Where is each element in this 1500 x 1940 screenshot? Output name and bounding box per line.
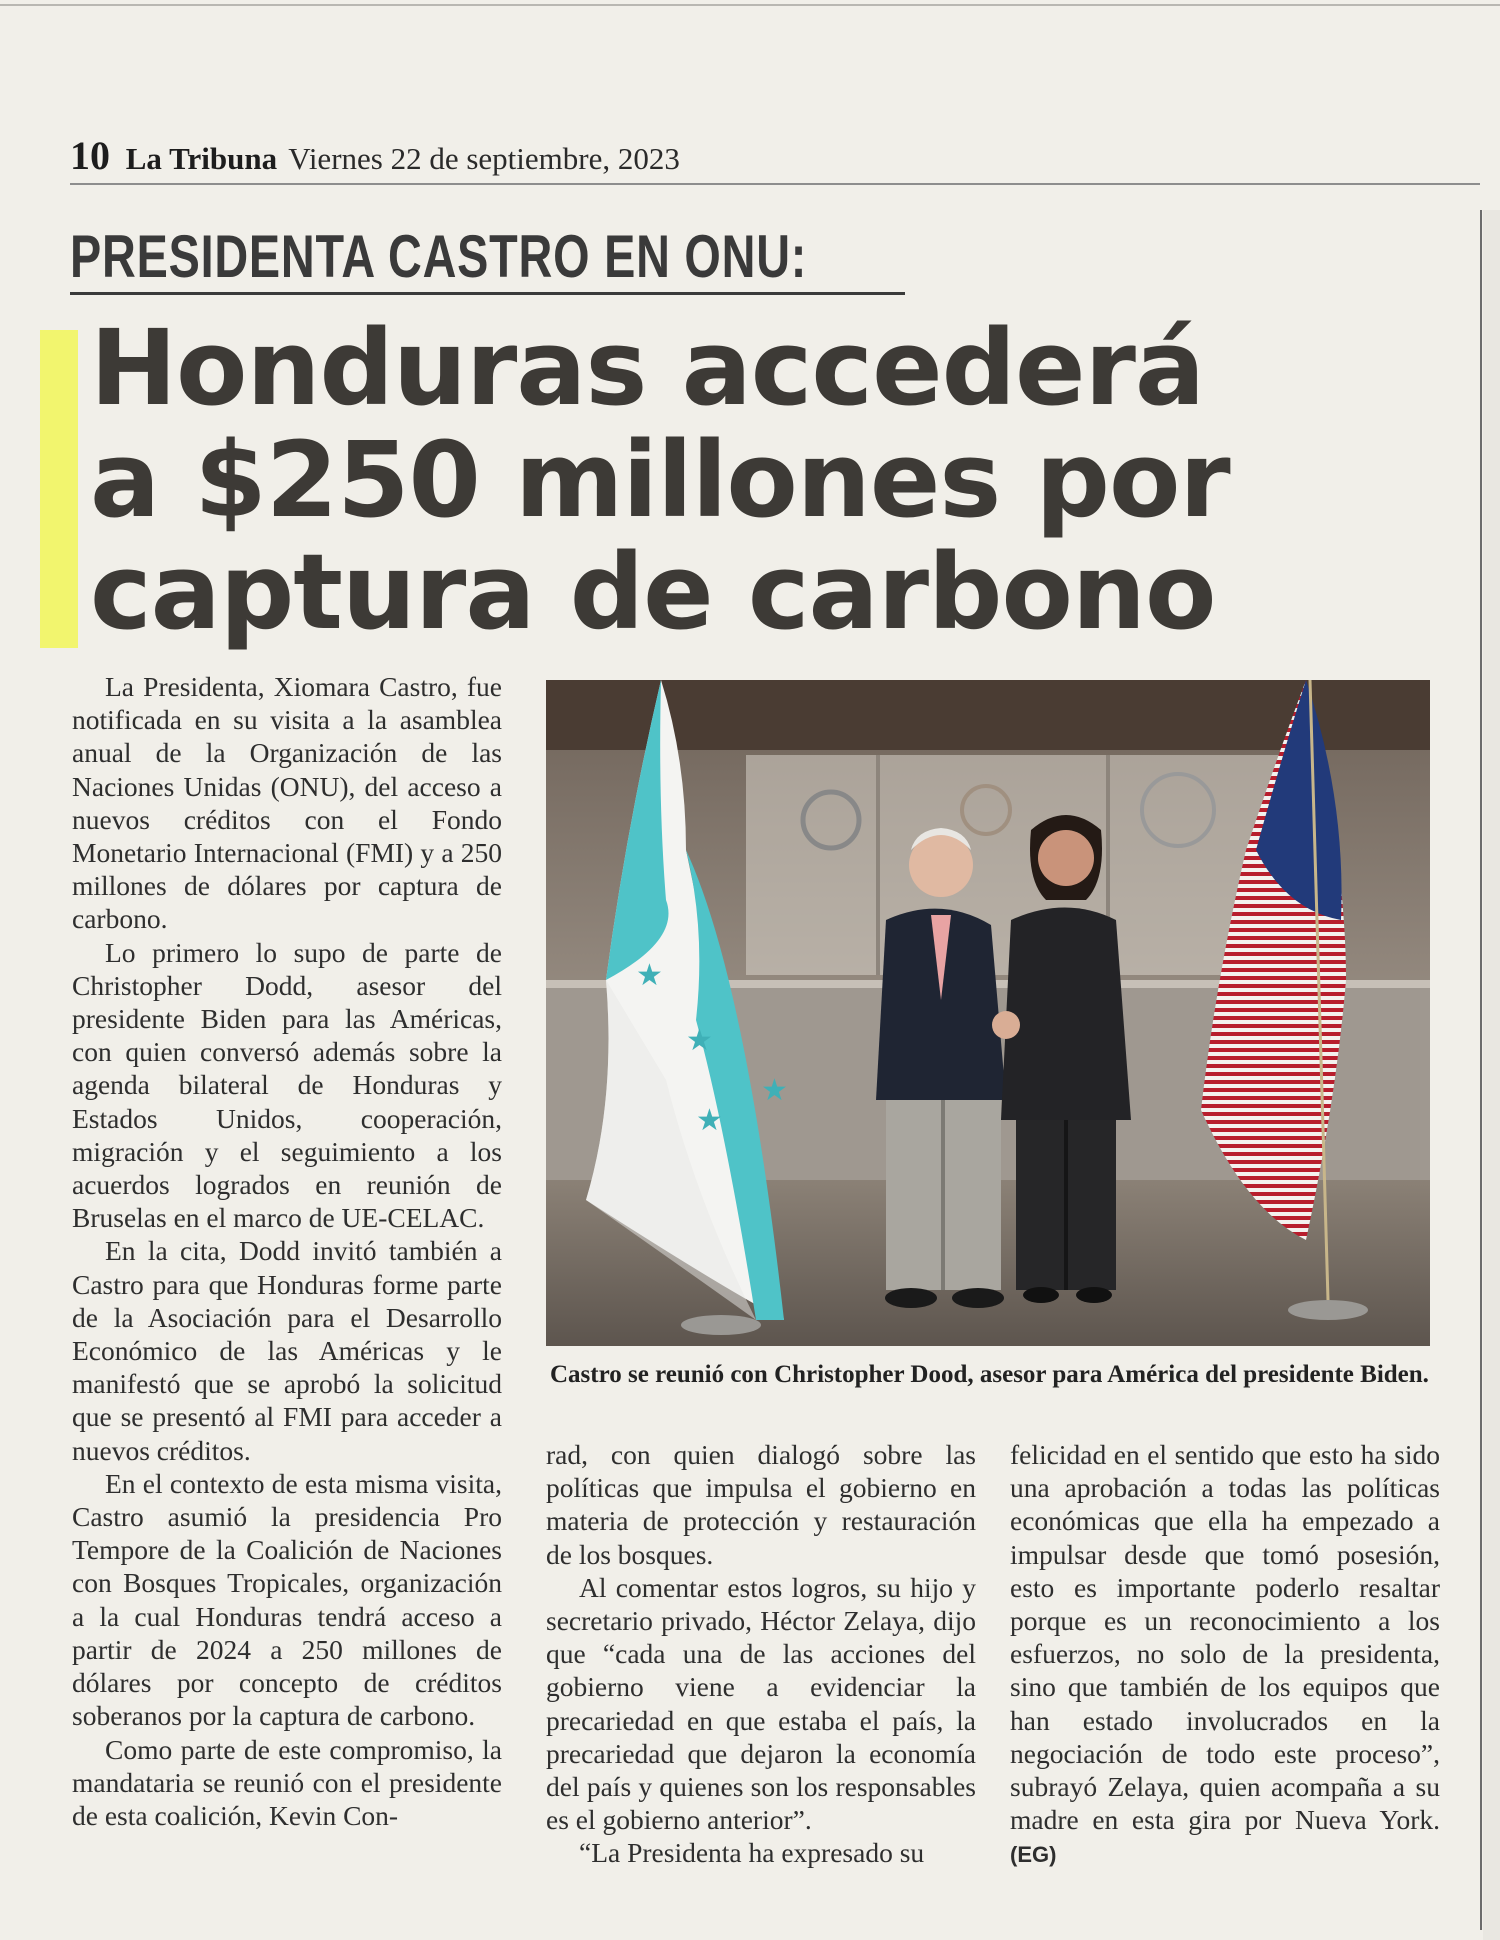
svg-text:★: ★	[696, 1103, 723, 1138]
paragraph	[1010, 1438, 1440, 1872]
article-photo	[546, 680, 1430, 1346]
paragraph-text: felicidad en el sentido que esto ha sido una aprobación a todas las políticas económicas que ella ha empezado a impulsar desde que tomó posesión, esto es importante poderlo resaltar porque es un reconocimiento a los esfuerzos, no solo de la presidenta, sino que también de los equipos que han estado involucrados en la negociación de todo este proceso”, subrayó Zelaya, quien acompaña a su madre en esta gira por Nueva York.	[1010, 1439, 1440, 1836]
issue-date: Viernes 22 de septiembre, 2023	[288, 141, 680, 176]
headline-line: a $250 millones por	[90, 419, 1230, 541]
svg-text:★: ★	[686, 1023, 713, 1058]
svg-text:★: ★	[636, 958, 663, 993]
scan-top-edge	[0, 4, 1500, 6]
paragraph: En el contexto de esta misma visita, Castro asumió la presidencia Pro Tempore de la Coalición de Naciones con Bosques Tropicales, organización a la cual Honduras tendrá acceso a partir de 2024 a 250 millones de dólares por concepto de créditos soberanos por la captura de carbono.	[72, 1467, 502, 1732]
article-kicker: PRESIDENTA CASTRO EN ONU:	[70, 223, 808, 290]
paragraph: “La Presidenta ha expresado su	[579, 1837, 925, 1869]
page-folio	[70, 132, 680, 179]
photo-illustration	[546, 680, 1430, 1346]
headline-line: captura de carbono	[90, 531, 1216, 653]
headline-line: Honduras accederá	[90, 307, 1205, 429]
body-column-2	[546, 1438, 976, 1870]
svg-text:★: ★	[761, 1073, 788, 1108]
paragraph: Lo primero lo supo de parte de Christopher Dodd, asesor del presidente Biden para las Américas, con quien conversó además sobre la agenda bilateral de Honduras y Estados Unidos, cooperación, migración y el seguimiento a los acuerdos logrados en reunión de Bruselas en el marco de UE-CELAC.	[72, 936, 502, 1234]
paragraph: rad, con quien dialogó sobre las políticas que impulsa el gobierno en materia de protección y restauración de los bosques.	[546, 1439, 976, 1570]
paragraph: Como parte de este compromiso, la mandataria se reunió con el presidente de esta coalición, Kevin Con-	[72, 1733, 502, 1831]
adjacent-page-edge	[1483, 210, 1500, 1940]
article-headline	[90, 307, 1480, 653]
body-column-3	[1010, 1438, 1440, 1872]
paragraph: En la cita, Dodd invitó también a Castro para que Honduras forme parte de la Asociación para el Desarrollo Económico de las Américas y le manifestó que se aprobó la solicitud que se presentó al FMI para acceder a nuevos créditos.	[72, 1235, 502, 1466]
paragraph: La Presidenta, Xiomara Castro, fue notificada en su visita a la asamblea anual de la Organización de las Naciones Unidas (ONU), del acceso a nuevos créditos con el Fondo Monetario Internacional (FMI) y a 250 millones de dólares por captura de carbono.	[72, 671, 502, 935]
paragraph: Al comentar estos logros, su hijo y secretario privado, Héctor Zelaya, dijo que “cada una de las acciones del gobierno viene a evidenciar la precariedad en que estaba el país, la precariedad que dejaron la economía del país y quienes son los responsables es el gobierno anterior”.	[546, 1571, 976, 1836]
folio-rule	[70, 183, 1480, 185]
author-signature: (EG)	[1010, 1842, 1057, 1868]
highlighter-mark	[40, 330, 78, 648]
kicker-underline	[70, 292, 905, 295]
body-column-1	[72, 670, 502, 1832]
page-number: 10	[70, 133, 110, 178]
column-divider	[1480, 210, 1482, 1930]
newspaper-name: La Tribuna	[125, 141, 278, 176]
photo-caption: Castro se reunió con Christopher Dood, asesor para América del presidente Biden.	[550, 1361, 1429, 1388]
